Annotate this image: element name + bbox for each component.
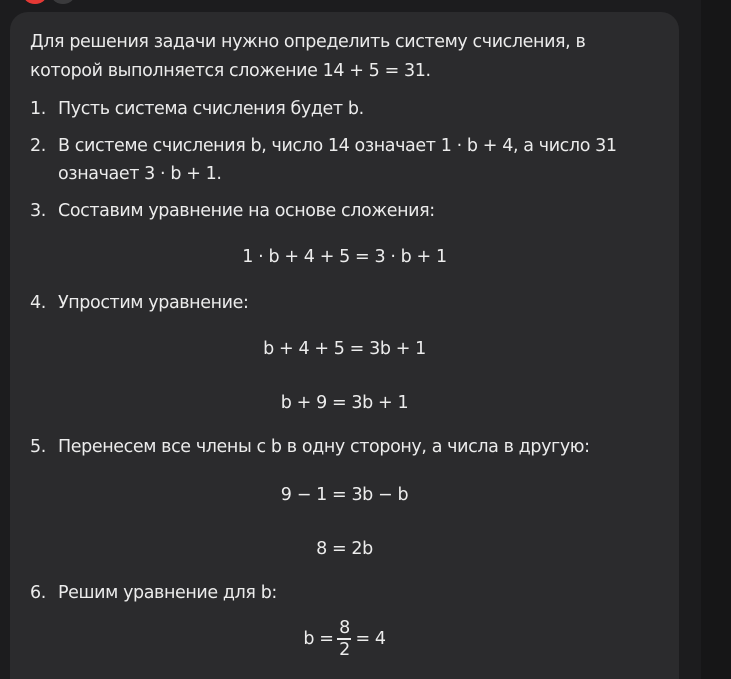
equation-4: 9 − 1 = 3b − b — [280, 485, 409, 505]
step-6 — [30, 579, 659, 607]
equation-rhs: = 4 — [355, 629, 386, 649]
step-text: Пусть система счисления будет b. — [58, 99, 364, 119]
assistant-message — [10, 12, 679, 679]
step-number: 6. — [30, 583, 46, 603]
step-3 — [30, 197, 659, 225]
fraction-numerator: 8 — [339, 618, 350, 639]
step-5 — [30, 433, 659, 461]
step-text: Составим уравнение на основе сложения: — [58, 201, 435, 221]
step-number: 4. — [30, 293, 46, 313]
step-text: Решим уравнение для b: — [58, 583, 277, 603]
step-number: 1. — [30, 99, 46, 119]
step-number: 5. — [30, 437, 46, 457]
avatar — [24, 0, 46, 4]
equation-1: 1 · b + 4 + 5 = 3 · b + 1 — [242, 247, 447, 267]
equation-lhs: b = — [303, 629, 334, 649]
avatar-secondary — [52, 0, 74, 4]
step-text: Перенесем все члены с b в одну сторону, а числа в другую: — [58, 437, 590, 457]
fraction — [337, 619, 351, 659]
step-2 — [30, 132, 659, 188]
equation-3: b + 9 = 3b + 1 — [280, 393, 409, 413]
step-number: 2. — [30, 136, 46, 156]
step-number: 3. — [30, 201, 46, 221]
intro-text: Для решения задачи нужно определить систему счисления, в которой выполняется сложение 14 + 5 = 31. — [30, 32, 586, 81]
equation-6 — [30, 619, 659, 659]
equation-2: b + 4 + 5 = 3b + 1 — [263, 339, 426, 359]
step-1 — [30, 95, 659, 123]
equation-5: 8 = 2b — [316, 539, 373, 559]
step-text: Упростим уравнение: — [58, 293, 249, 313]
scrollbar-track[interactable] — [701, 0, 731, 679]
step-text: В системе счисления b, число 14 означает 1 · b + 4, а число 31 означает 3 · b + 1. — [58, 136, 617, 184]
fraction-denominator: 2 — [339, 639, 350, 660]
step-4 — [30, 289, 659, 317]
